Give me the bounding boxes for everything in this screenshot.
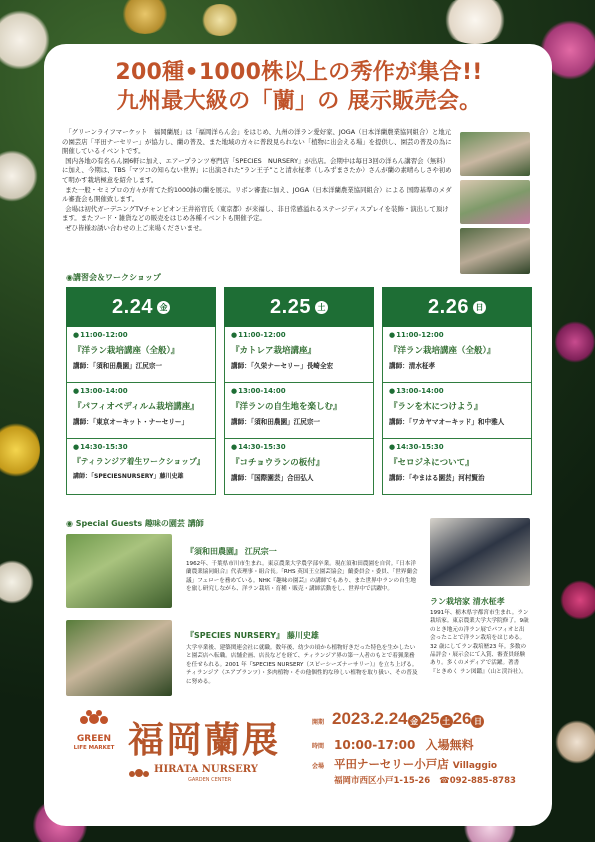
address-line: [334, 774, 516, 786]
session-cell: [382, 439, 532, 495]
headline: [60, 58, 538, 116]
session-cell: [224, 327, 374, 383]
exhibition-photo: [460, 228, 530, 274]
weekday-badge: 日: [471, 715, 484, 728]
date-1: 2.24: [374, 709, 408, 728]
weekday-badge: 土: [440, 715, 453, 728]
session-time: ● 11:00-12:00: [231, 331, 367, 339]
headline-line-2: 九州最大級の「蘭」の 展示販売会。: [116, 89, 482, 114]
hours: [334, 736, 474, 753]
year: 2023.: [332, 709, 375, 728]
session-time: ● 13:00-14:00: [231, 387, 367, 395]
session-cell: [66, 439, 216, 495]
nursery-sub: GARDEN CENTER: [188, 777, 232, 783]
session-cell: [382, 327, 532, 383]
session-time: ● 11:00-12:00: [73, 331, 209, 339]
session-cell: [66, 327, 216, 383]
admission: 入場無料: [425, 738, 474, 752]
date-bar: [224, 287, 374, 327]
telephone: ☎092-885-8783: [439, 776, 516, 786]
session-cell: [382, 383, 532, 439]
session-teacher: 講師：「国際園芸」合田弘人: [231, 474, 314, 482]
session-course: 『ティランジア着生ワークショップ』: [73, 457, 205, 466]
weekday-badge: 土: [315, 301, 328, 314]
session-teacher: 講師：「やまはる園芸」河村賢治: [389, 474, 485, 482]
session-teacher: 講師：「須和田農園」江尻宗一: [73, 362, 163, 370]
guest-bio: 1991年、栃木県宇都宮市生まれ。ラン栽培家。東京農業大学大学院修了。9歳のとき地元の洋ラン展でパフィオと出会ったことで洋ラン栽培をはじめる。32 歳にしてラン栽培歴23 年。多数の品評会・展示会にて入賞、審査員経験あり。多くのメディアで活躍。著書『ときめく ラン図鑑』（山と渓谷社）。: [430, 610, 529, 675]
day-column: [382, 287, 532, 497]
workshop-heading: ◉講習会＆ワークショップ: [66, 273, 161, 282]
session-course: 『パフィオペディルム栽培講座』: [73, 402, 199, 412]
session-teacher: 講師：「久栄ナーセリー」長崎全宏: [231, 362, 334, 370]
headline-line-1: 200種•1000株以上の秀作が集合!!: [115, 60, 483, 85]
session-course: 『ランを木につけよう』: [389, 402, 483, 412]
venue-english: Villaggio: [452, 761, 498, 771]
guest-photo: [66, 534, 172, 608]
weekday-badge: 日: [473, 301, 486, 314]
intro-paragraph: 国内各地の有名らん園6軒に加え、エアープランツ専門店「SPECIES NURSERY」が出店。会期中は毎日3回の洋らん講習会（無料）に加え、今期は、TBS「マツコの知らない世界」に出演された“ラン王子”こと清水柾孝（しみずまさたか）さんが蘭の素晴らしさや初めて明かす栽培極意を紹介します。: [62, 156, 452, 184]
exhibition-photo: [460, 132, 530, 176]
date-bar: [66, 287, 216, 327]
guest-name: 『須和田農園』 江尻宗一: [186, 547, 277, 556]
session-course: 『洋ランの自生地を楽しむ』: [231, 402, 342, 412]
guest-photo: [66, 620, 172, 696]
session-time: ● 14:30-15:30: [231, 443, 367, 451]
guest-name: 『SPECIES NURSERY』 藤川史雄: [186, 631, 319, 640]
session-course: 『洋ラン栽培講座（全般）』: [73, 346, 180, 356]
session-teacher: 講師：清水柾孝: [389, 362, 436, 370]
session-course: 『洋ラン栽培講座（全般）』: [389, 346, 496, 356]
intro-paragraph: 「グリーンライフマーケット 福岡蘭展」は「福岡洋らん会」をはじめ、九州の洋ラン愛好家、JOGA（日本洋蘭農業協同組合）と地元の園芸店「平田ナーセリー」が協力し、蘭の普及、また地域の方々に普段見られない「植物に出会える場」を提供し、園芸の普及の為に開催しているイベントです。: [62, 128, 452, 156]
session-teacher: 講師：「東京オーキット・ナーセリー」: [73, 418, 189, 426]
venue-label: 会場: [312, 763, 325, 770]
date-label: 2.25: [270, 295, 311, 318]
session-time: ● 14:30-15:30: [73, 443, 209, 451]
date-label: 2.24: [112, 295, 153, 318]
session-teacher: 講師：「須和田農園」江尻宗一: [231, 418, 321, 426]
date-3: 26: [452, 709, 472, 728]
weekday-badge: 金: [157, 301, 170, 314]
session-course: 『カトレア栽培講座』: [231, 346, 317, 356]
event-title: 福岡蘭展: [128, 719, 281, 761]
session-teacher: 講師：「ワカヤマオーキッド」和中雅人: [389, 418, 505, 426]
guest-bio: 1962年、千葉県市川市生まれ。東京農業大学農学部卒業。現在須和田農園を自営。『日本洋蘭農業協同組合』代表理事・組合長。「RHS 英国王立園芸協会」蘭委員会・委員、「世界蘭会議」フェローを務めている。NHK『趣味の園芸』の講師でもあり、また世界中ランの自生地を旅し研究しながら、洋ラン栽培・育種・販売・講師活動をし、世界中で活躍中。: [186, 561, 418, 593]
intro-paragraph: 会場は初代ガーデニングTVチャンピオン王井裕官氏（東京都）が来福し、非日常感溢れるステージディスプレイを装飾・演出して頂けます。またフード・雑貨などの販売をはじめ各種イベントも開催予定。: [62, 204, 449, 223]
open-hours: 10:00-17:00: [334, 738, 416, 752]
guests-heading: ◉ Special Guests 趣味の園芸 講師: [66, 519, 204, 528]
logo-top-text: GREEN: [76, 734, 112, 744]
venue-name: 平田ナーセリー小戸店: [334, 757, 449, 771]
session-course: 『コチョウランの板付』: [231, 458, 325, 468]
session-course: 『セロジネについて』: [389, 458, 474, 468]
intro-paragraph: ぜひ皆様お誘い合わせの上ご来場くださいませ。: [65, 223, 206, 232]
session-time: ● 13:00-14:00: [73, 387, 209, 395]
date-bar: [382, 287, 532, 327]
session-time: ● 13:00-14:00: [389, 387, 525, 395]
guest-name: ラン栽培家 清水柾孝: [430, 597, 505, 606]
session-time: ● 11:00-12:00: [389, 331, 525, 339]
session-cell: [66, 383, 216, 439]
hirata-nursery-logo: [128, 764, 298, 786]
session-cell: [224, 383, 374, 439]
session-cell: [224, 439, 374, 495]
period-label: 開期: [312, 719, 325, 726]
guest-bio: 大学卒業後、建築関連会社に就職。数年後、幼少の頃から植物好きだった特色を生かしたいと園芸店へ転職。店舗企画、店長などを経て、ティランジア界の第一人者のもとで着猟業務を任せられる。2001 年『SPECIES NURSERY（スピーシーズナーサリー）』を立ち上げる。ティランジア（エアプランツ）・多肉植物・その他個性的な珍しい植物を取り扱い、その普及に努める。: [186, 645, 418, 685]
intro-paragraph: また一般・セミプロの方々が育てた約1000鉢の蘭を展示。リボン審査に加え、JOGA（日本洋蘭農業協同組合）による 国際基準のメダル審査会も開催致します。: [62, 185, 452, 204]
intro-text: [62, 128, 454, 234]
date-2: 25: [420, 709, 440, 728]
event-dates: [332, 709, 484, 729]
address: 福岡市西区小戸1-15-26: [334, 776, 431, 786]
day-column: [66, 287, 216, 497]
exhibition-photo: [460, 180, 530, 224]
nursery-logo-icon: [128, 764, 150, 782]
logo-bottom-text: LIFE MARKET: [73, 745, 115, 751]
guest-photo: [430, 518, 530, 586]
session-time: ● 14:30-15:30: [389, 443, 525, 451]
time-label: 時間: [312, 743, 325, 750]
nursery-name: HIRATA NURSERY: [154, 764, 258, 775]
flower-logo-icon: [77, 708, 111, 730]
green-life-market-logo: [68, 708, 120, 758]
venue: [334, 756, 497, 772]
session-teacher: 講師：「SPECIESNURSERY」藤川史雄: [73, 473, 184, 480]
date-label: 2.26: [428, 295, 469, 318]
weekday-badge: 金: [408, 715, 421, 728]
day-column: [224, 287, 374, 497]
